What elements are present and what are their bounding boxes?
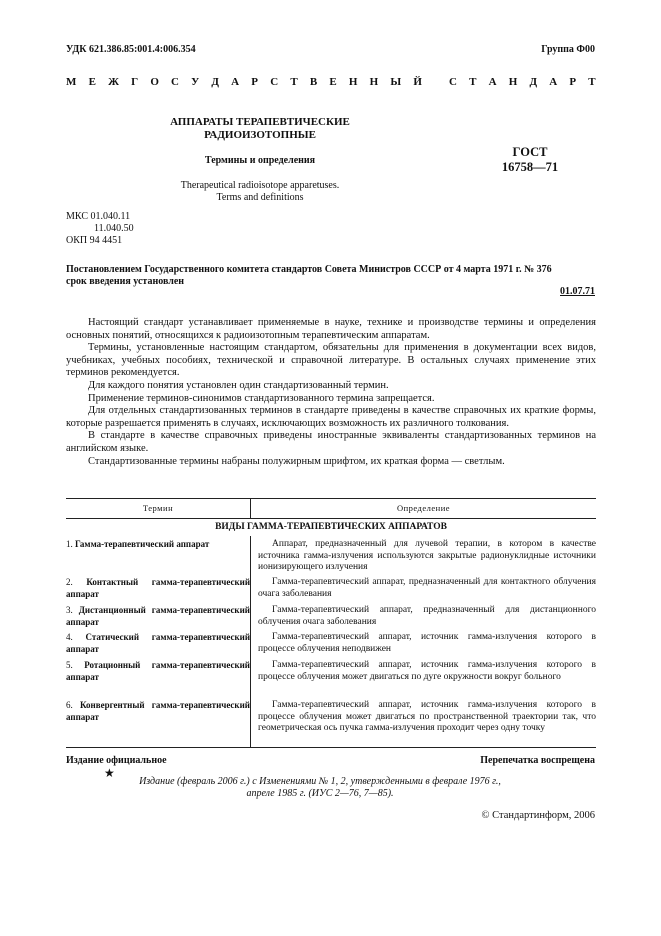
heading-letter: Н [348, 76, 358, 88]
paragraph: Настоящий стандарт устанавливает применяемые в науке, технике и производстве термины и определения основных понятий, относящихся к радиоизотопным терапевтическим аппаратам. [66, 317, 596, 341]
table-row-term [66, 700, 250, 723]
title-line-2: РАДИОИЗОТОПНЫЕ [204, 129, 316, 141]
gost-number: 16758—71 [501, 160, 559, 174]
edition-line-1: Издание (февраль 2006 г.) с Изменениями № 1, 2, утвержденными в феврале 1976 г., [139, 776, 501, 787]
terms-table [66, 498, 596, 748]
intro-text [66, 317, 596, 468]
heading-letter: Н [508, 76, 518, 88]
title-en-line-1: Therapeutical radioisotope apparetuses. [180, 180, 340, 191]
heading-letter: Т [469, 76, 477, 88]
column-divider [250, 536, 251, 747]
udk-code: УДК 621.386.85:001.4:006.354 [66, 44, 196, 55]
heading-letter: Т [588, 76, 596, 88]
term-text: Гамма-терапевтический аппарат [75, 539, 210, 549]
table-header-rule [66, 518, 596, 519]
term-number: 3. [66, 605, 73, 615]
effective-date: 01.07.71 [560, 286, 595, 297]
table-row-term [66, 539, 250, 551]
heading-letter: У [191, 76, 200, 88]
table-bottom-rule [66, 747, 596, 748]
reprint-notice: Перепечатка воспрещена [480, 755, 595, 766]
term-number: 4. [66, 632, 73, 642]
heading-letter: О [150, 76, 159, 88]
heading-letter: Ж [108, 76, 119, 88]
heading-letter: А [231, 76, 240, 88]
column-header-term: Термин [142, 503, 174, 513]
table-row-definition: Гамма-терапевтический аппарат, предназначенный для дистанционного облучения очага заболевания [258, 605, 596, 627]
column-divider [250, 498, 251, 518]
heading-letter: Д [529, 76, 538, 88]
heading-letter: Р [569, 76, 577, 88]
table-row-term [66, 605, 250, 628]
heading-letter: А [488, 76, 497, 88]
table-row-term [66, 632, 250, 655]
gost-label: ГОСТ [512, 145, 548, 159]
heading-letter: В [309, 76, 318, 88]
paragraph: Термины, установленные настоящим стандартом, обязательны для применения в документации всех видов, учебниках, учебных пособиях, технической и справочной литературе. В остальных случаях применение этих терминов рекомендуется. [66, 342, 596, 379]
section-heading: ВИДЫ ГАММА-ТЕРАПЕВТИЧЕСКИХ АППАРАТОВ [215, 522, 447, 532]
subtitle: Термины и определения [204, 155, 316, 166]
heading-letter: Ы [390, 76, 402, 88]
heading-letter: М [66, 76, 77, 88]
title-line-1: АППАРАТЫ ТЕРАПЕВТИЧЕСКИЕ [170, 116, 350, 128]
table-row-definition: Гамма-терапевтический аппарат, источник гамма-излучения которого в процессе облучения может двигаться по дуге окружности вокруг больного [258, 660, 596, 682]
term-number: 2. [66, 577, 73, 587]
paragraph: Стандартизованные термины набраны полужирным шрифтом, их краткая форма — светлым. [88, 455, 505, 467]
heading-letter: Е [329, 76, 337, 88]
table-row-definition: Гамма-терапевтический аппарат, предназначенный для контактного облучения очага заболевания [258, 577, 596, 599]
heading-letter: Г [131, 76, 139, 88]
mks-code-2: 11.040.50 [94, 223, 134, 234]
heading-letter [434, 76, 437, 88]
heading-letter: С [171, 76, 179, 88]
decree-text [66, 264, 596, 288]
term-text: Конвергентный гамма-терапевтический аппарат [66, 700, 250, 722]
official-edition-label: Издание официальное [66, 755, 167, 766]
title-en-line-2: Terms and definitions [216, 192, 304, 203]
paragraph: Для каждого понятия установлен один стандартизованный термин. [88, 379, 389, 391]
copyright: © Стандартинформ, 2006 [481, 810, 595, 821]
column-header-definition: Определение [396, 503, 451, 513]
heading-letter: А [549, 76, 558, 88]
heading-letter: Й [413, 76, 422, 88]
heading-letter: Т [290, 76, 298, 88]
decree-line-2: срок введения установлен [66, 276, 185, 287]
term-number: 6. [66, 700, 73, 710]
term-text: Ротационный гамма-терапевтический аппарат [66, 660, 250, 682]
table-row-definition: Гамма-терапевтический аппарат, источник гамма-излучения которого в процессе облучения может двигаться по пространственной траектории так, что геометрическая ось пучка гамма-излучения проходит через одну точку [258, 700, 596, 733]
standard-type-heading [66, 76, 596, 88]
table-row-definition: Гамма-терапевтический аппарат, источник гамма-излучения которого в процессе облучения неподвижен [258, 632, 596, 654]
decree-line-1: Постановлением Государственного комитета стандартов Совета Министров СССР от 4 марта 1971 г. № 376 [66, 264, 552, 275]
heading-letter: Д [211, 76, 219, 88]
heading-letter: Е [88, 76, 96, 88]
term-number: 5. [66, 660, 73, 670]
paragraph: Применение терминов-синонимов стандартизованного термина запрещается. [88, 392, 435, 404]
term-number: 1. [66, 539, 73, 549]
heading-letter: С [448, 76, 457, 88]
table-row-term [66, 577, 250, 600]
heading-letter: Р [251, 76, 259, 88]
term-text: Статический гамма-терапевтический аппарат [66, 632, 250, 654]
paragraph: Для отдельных стандартизованных терминов в стандарте приведены в качестве справочных их краткие формы, которые разрешается применять в случаях, исключающих возможность их различного толкования. [66, 405, 596, 429]
term-text: Дистанционный гамма-терапевтический аппарат [66, 605, 250, 627]
edition-line-2: апреле 1985 г. (ИУС 2—76, 7—85). [246, 788, 394, 799]
okp-code: ОКП 94 4451 [66, 235, 123, 246]
group-code: Группа Ф00 [541, 44, 595, 55]
term-text: Контактный гамма-терапевтический аппарат [66, 577, 250, 599]
table-row-definition: Аппарат, предназначенный для лучевой терапии, в котором в качестве источника гамма-излучения используются закрытые радионуклидные источники ионизирующего излучения [258, 539, 596, 572]
paragraph: В стандарте в качестве справочных приведены иностранные эквиваленты стандартизованных терминов на английском языке. [66, 430, 596, 454]
mks-code-1: МКС 01.040.11 [66, 211, 131, 222]
table-row-term [66, 660, 250, 683]
star-icon: ★ [104, 766, 115, 780]
heading-letter: Н [369, 76, 379, 88]
heading-letter: С [270, 76, 279, 88]
